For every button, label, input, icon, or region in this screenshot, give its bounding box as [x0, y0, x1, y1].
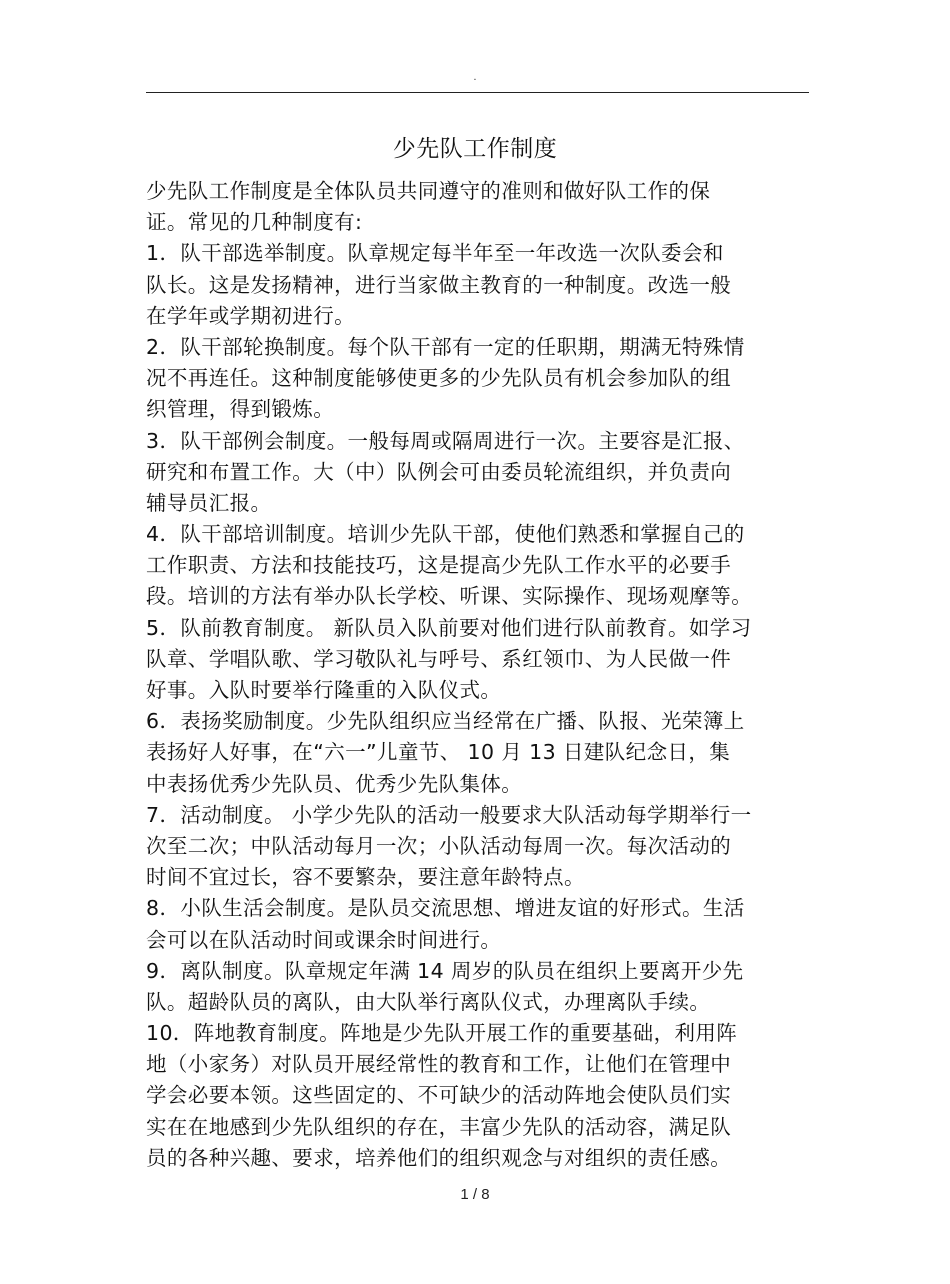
- body-line: 中表扬优秀少先队员、优秀少先队集体。: [146, 771, 523, 796]
- body-line: 次至二次；中队活动每月一次；小队活动每周一次。每次活动的: [146, 833, 732, 858]
- body-line: 好事。入队时要举行隆重的入队仪式。: [146, 678, 502, 702]
- body-line: 时间不宜过长，容不要繁杂，要注意年龄特点。: [146, 865, 585, 890]
- body-line: 会可以在队活动时间或课余时间进行。: [146, 927, 502, 952]
- body-line: 工作职责、方法和技能技巧，这是提高少先队工作水平的必要手: [146, 553, 732, 578]
- body-line: 在学年或学期初进行。: [146, 303, 355, 328]
- body-line: 队章、学唱队歌、学习敬队礼与呼号、系红领巾、为人民做一件: [146, 646, 732, 671]
- body-line: 3．队干部例会制度。一般每周或隔周进行一次。主要容是汇报、: [146, 428, 745, 453]
- header-mark: .: [473, 72, 477, 83]
- body-line: 员的各种兴趣、要求，培养他们的组织观念与对组织的责任感。: [146, 1145, 732, 1170]
- body-line: 少先队工作制度是全体队员共同遵守的准则和做好队工作的保: [146, 179, 711, 203]
- body-line: 况不再连任。这种制度能够使更多的少先队员有机会参加队的组: [146, 366, 732, 391]
- body-line: 队长。这是发扬精神，进行当家做主教育的一种制度。改选一般: [146, 272, 732, 297]
- body-line: 10．阵地教育制度。阵地是少先队开展工作的重要基础，利用阵: [146, 1021, 738, 1046]
- body-line: 8．小队生活会制度。是队员交流思想、增进友谊的好形式。生活: [146, 896, 745, 921]
- body-line: 研究和布置工作。大（中）队例会可由委员轮流组织，并负责向: [146, 459, 732, 484]
- body-line: 2．队干部轮换制度。每个队干部有一定的任职期，期满无特殊情: [146, 334, 745, 359]
- header-rule: [146, 92, 809, 93]
- body-line: 1．队干部选举制度。队章规定每半年至一年改选一次队委会和: [146, 241, 724, 266]
- document-title: 少先队工作制度: [392, 136, 558, 162]
- body-line: 段。培训的方法有举办队长学校、听课、实际操作、现场观摩等。: [146, 584, 753, 609]
- body-line: 地（小家务）对队员开展经常性的教育和工作，让他们在管理中: [146, 1052, 732, 1077]
- document-body: [146, 176, 806, 1174]
- body-line: 4．队干部培训制度。培训少先队干部，使他们熟悉和掌握自己的: [146, 522, 745, 547]
- body-line: 实在在地感到少先队组织的存在，丰富少先队的活动容，满足队: [146, 1114, 732, 1139]
- body-line: 7．活动制度。 小学少先队的活动一般要求大队活动每学期举行一: [146, 802, 752, 827]
- body-line: 6．表扬奖励制度。少先队组织应当经常在广播、队报、光荣簿上: [146, 709, 745, 734]
- body-line: 证。常见的几种制度有:: [146, 210, 363, 235]
- body-line: 队。超龄队员的离队，由大队举行离队仪式，办理离队手续。: [146, 989, 711, 1014]
- body-line: 学会必要本领。这些固定的、不可缺少的活动阵地会使队员们实: [146, 1083, 732, 1108]
- body-line: 9．离队制度。队章规定年满 14 周岁的队员在组织上要离开少先: [146, 958, 744, 983]
- body-line: 织管理，得到锻炼。: [146, 397, 335, 422]
- body-line: 辅导员汇报。: [146, 490, 272, 515]
- page-indicator: 1 / 8: [460, 1186, 490, 1203]
- body-line: 表扬好人好事，在“六一”儿童节、 10 月 13 日建队纪念日，集: [146, 740, 731, 765]
- body-line: 5．队前教育制度。 新队员入队前要对他们进行队前教育。如学习: [146, 615, 752, 640]
